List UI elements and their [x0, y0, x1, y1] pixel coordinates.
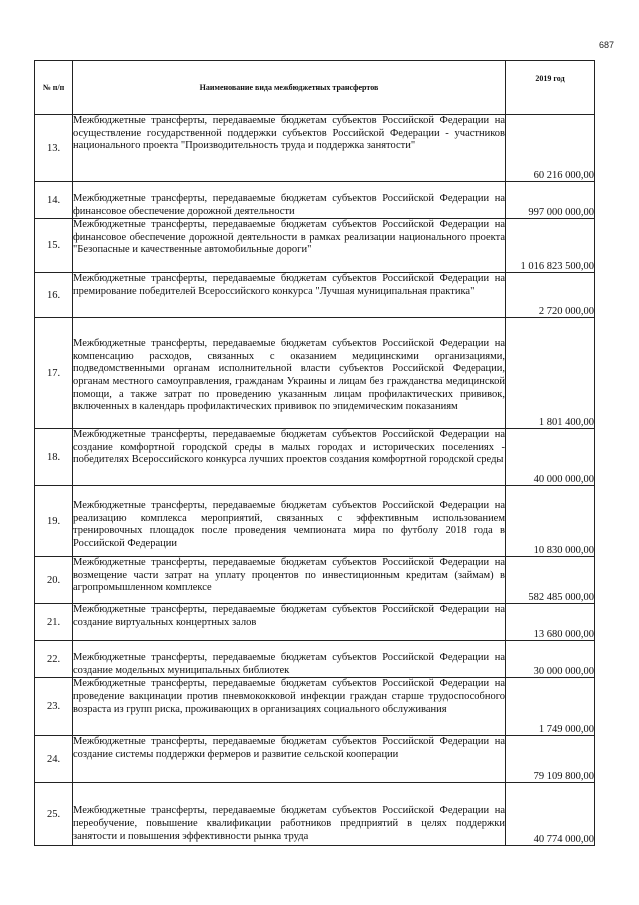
table-row: [35, 182, 595, 219]
row-name: Межбюджетные трансферты, передаваемые бюджетам субъектов Российской Федерации на создание системы поддержки фермеров и развитие сельской кооперации: [73, 736, 506, 783]
row-name: Межбюджетные трансферты, передаваемые бюджетам субъектов Российской Федерации на переобучение, повышение квалификации работников предприятий в целях поддержки занятости и повышения эффективности рынка труда: [73, 783, 506, 846]
row-amount: 40 774 000,00: [506, 783, 595, 846]
row-number: 20.: [35, 557, 73, 604]
row-name: Межбюджетные трансферты, передаваемые бюджетам субъектов Российской Федерации на создание комфортной городской среды в малых городах и исторических поселениях - победителях Всероссийского конкурса лучших проектов создания комфортной городской среды: [73, 429, 506, 486]
row-number: 14.: [35, 182, 73, 219]
row-number: 15.: [35, 219, 73, 273]
table-row: [35, 219, 595, 273]
row-name: Межбюджетные трансферты, передаваемые бюджетам субъектов Российской Федерации на осуществление государственной поддержки субъектов Российской Федерации - участников национального проекта "Производительность труда и поддержка занятости": [73, 115, 506, 182]
row-number: 22.: [35, 641, 73, 678]
row-amount: 10 830 000,00: [506, 486, 595, 557]
row-amount: 1 801 400,00: [506, 318, 595, 429]
table-header-row: [35, 61, 595, 115]
row-name: Межбюджетные трансферты, передаваемые бюджетам субъектов Российской Федерации на создание виртуальных концертных залов: [73, 604, 506, 641]
row-number: 25.: [35, 783, 73, 846]
row-name: Межбюджетные трансферты, передаваемые бюджетам субъектов Российской Федерации на компенсацию расходов, связанных с оказанием медицинскими организациями, подведомственными органам исполнительной власти субъектов Российской Федерации, органам местного самоуправления, гражданам Украины и лицам без гражданства медицинской помощи, а также затрат по проведению указанным лицам профилактических прививок, включенных в календарь профилактических прививок по эпидемическим показаниям: [73, 318, 506, 429]
row-number: 21.: [35, 604, 73, 641]
row-name: Межбюджетные трансферты, передаваемые бюджетам субъектов Российской Федерации на проведение вакцинации против пневмококковой инфекции граждан старше трудоспособного возраста из групп риска, проживающих в организациях социального обслуживания: [73, 678, 506, 736]
table-row: [35, 429, 595, 486]
row-name: Межбюджетные трансферты, передаваемые бюджетам субъектов Российской Федерации на финансовое обеспечение дорожной деятельности в рамках реализации национального проекта "Безопасные и качественные автомобильные дороги": [73, 219, 506, 273]
row-number: 18.: [35, 429, 73, 486]
transfers-table: [34, 60, 595, 846]
table-row: [35, 678, 595, 736]
table-row: [35, 604, 595, 641]
page-number: 687: [598, 40, 614, 50]
row-name: Межбюджетные трансферты, передаваемые бюджетам субъектов Российской Федерации на реализацию комплекса мероприятий, связанных с эффективным использованием тренировочных площадок после проведения чемпионата мира по футболу 2018 года в Российской Федерации: [73, 486, 506, 557]
row-number: 19.: [35, 486, 73, 557]
row-amount: 1 749 000,00: [506, 678, 595, 736]
table-row: [35, 273, 595, 318]
row-amount: 2 720 000,00: [506, 273, 595, 318]
row-number: 24.: [35, 736, 73, 783]
table-row: [35, 318, 595, 429]
row-number: 13.: [35, 115, 73, 182]
row-number: 23.: [35, 678, 73, 736]
table-row: [35, 641, 595, 678]
row-amount: 60 216 000,00: [506, 115, 595, 182]
table-row: [35, 783, 595, 846]
header-name: Наименование вида межбюджетных трансфертов: [73, 61, 506, 115]
row-amount: 13 680 000,00: [506, 604, 595, 641]
row-name: Межбюджетные трансферты, передаваемые бюджетам субъектов Российской Федерации на создание модельных муниципальных библиотек: [73, 641, 506, 678]
table-row: [35, 736, 595, 783]
table-row: [35, 486, 595, 557]
row-amount: 79 109 800,00: [506, 736, 595, 783]
row-name: Межбюджетные трансферты, передаваемые бюджетам субъектов Российской Федерации на премирование победителей Всероссийского конкурса "Лучшая муниципальная практика": [73, 273, 506, 318]
row-amount: 1 016 823 500,00: [506, 219, 595, 273]
row-name: Межбюджетные трансферты, передаваемые бюджетам субъектов Российской Федерации на финансовое обеспечение дорожной деятельности: [73, 182, 506, 219]
row-amount: 582 485 000,00: [506, 557, 595, 604]
row-amount: 40 000 000,00: [506, 429, 595, 486]
row-name: Межбюджетные трансферты, передаваемые бюджетам субъектов Российской Федерации на возмещение части затрат на уплату процентов по инвестиционным кредитам (займам) в агропромышленном комплексе: [73, 557, 506, 604]
header-num: № п/п: [35, 61, 73, 115]
header-amount: 2019 год: [506, 61, 595, 115]
row-number: 17.: [35, 318, 73, 429]
table-row: [35, 115, 595, 182]
row-number: 16.: [35, 273, 73, 318]
table-row: [35, 557, 595, 604]
row-amount: 30 000 000,00: [506, 641, 595, 678]
row-amount: 997 000 000,00: [506, 182, 595, 219]
